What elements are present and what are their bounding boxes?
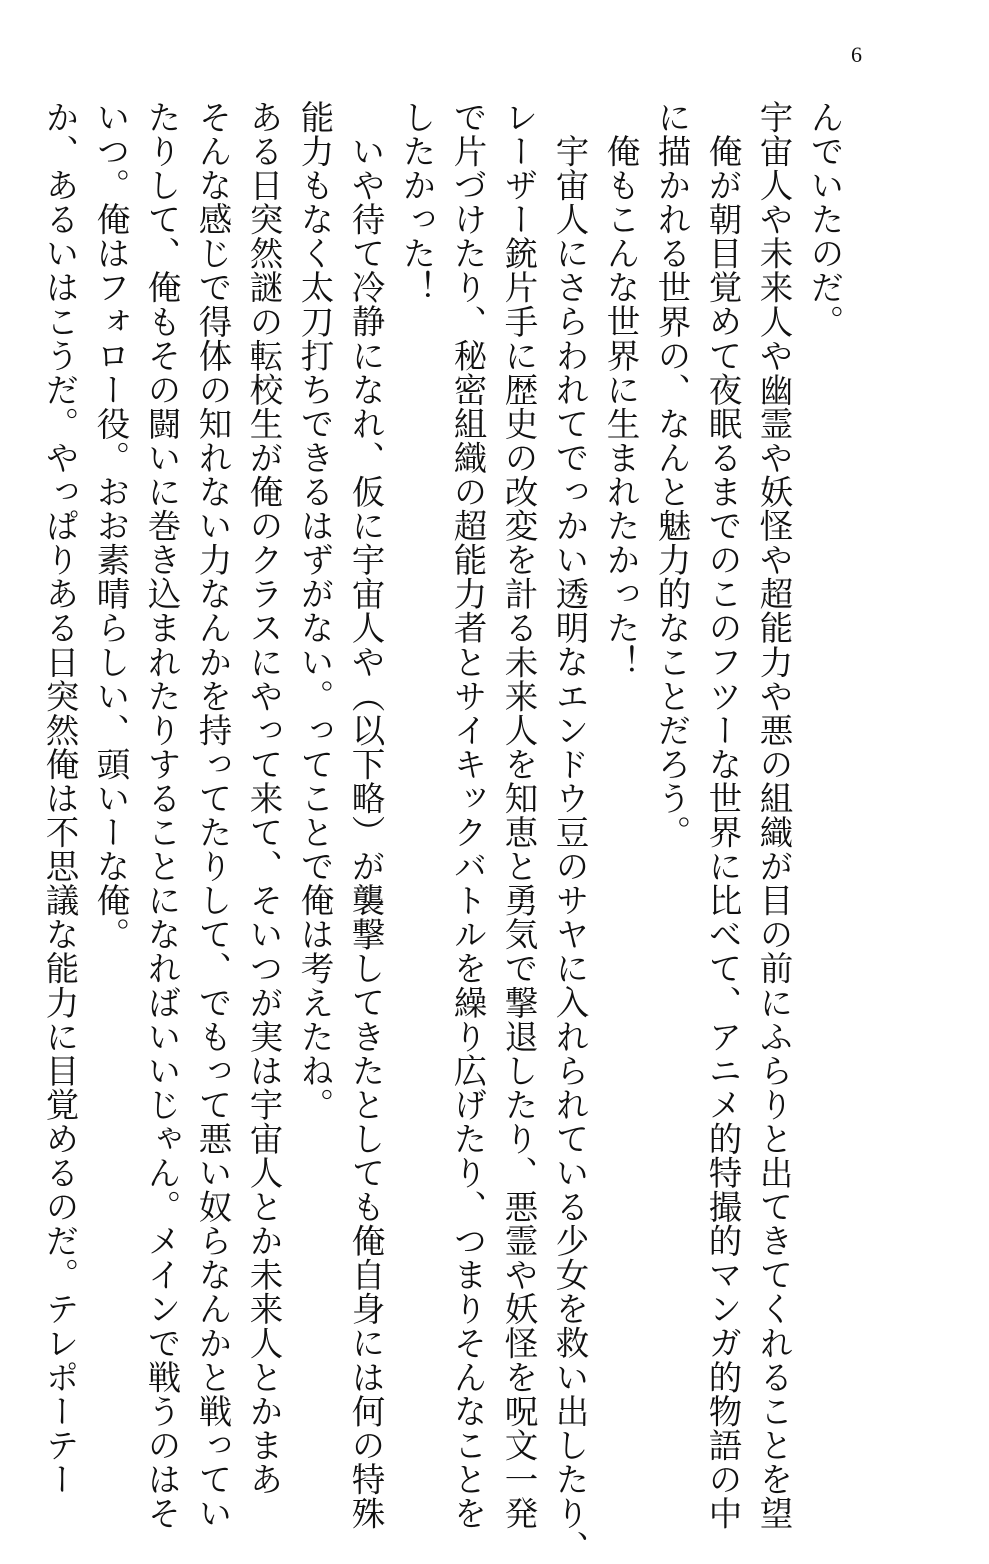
text-column: そんな感じで得体の知れない力なんかを持ってたりして、でもって悪い奴らなんかと戦ってい bbox=[193, 100, 232, 1531]
text-column: レーザー銃片手に歴史の改変を計る未来人を知恵と勇気で撃退したり、悪霊や妖怪を呪文一発 bbox=[499, 100, 538, 1531]
text-column: か、あるいはこうだ。やっぱりある日突然俺は不思議な能力に目覚めるのだ。テレポーテー bbox=[40, 100, 79, 1497]
text-column: んでいたのだ。 bbox=[805, 100, 844, 339]
text-column: したかった！ bbox=[397, 100, 436, 305]
text-column: 俺もこんな世界に生まれたかった！ bbox=[601, 133, 640, 679]
text-column: で片づけたり、秘密組織の超能力者とサイキックバトルを繰り広げたり、つまりそんなことを bbox=[448, 100, 487, 1531]
text-column: たりして、俺もその闘いに巻き込まれたりすることになればいいじゃん。メインで戦うのはそ bbox=[142, 100, 181, 1531]
page-number: 6 bbox=[851, 42, 862, 67]
text-column: 俺が朝目覚めて夜眠るまでのこのフツーな世界に比べて、アニメ的特撮的マンガ的物語の中 bbox=[703, 133, 742, 1530]
text-column: 宇宙人や未来人や幽霊や妖怪や超能力や悪の組織が目の前にふらりと出てきてくれることを望 bbox=[754, 100, 793, 1531]
text-column: 能力もなく太刀打ちできるはずがない。ってことで俺は考えたね。 bbox=[295, 100, 334, 1122]
text-column: に描かれる世界の、なんと魅力的なことだろう。 bbox=[652, 100, 691, 850]
vertical-text-body bbox=[40, 100, 850, 1564]
text-column: ある日突然謎の転校生が俺のクラスにやって来て、そいつが実は宇宙人とか未来人とかまあ bbox=[244, 100, 283, 1497]
text-column: いや待て冷静になれ、仮に宇宙人や（以下略）が襲撃してきたとしても俺自身には何の特殊 bbox=[346, 133, 385, 1530]
text-column: いつ。俺はフォロー役。おお素晴らしい、頭いーな俺。 bbox=[91, 100, 130, 952]
text-column: 宇宙人にさらわれてでっかい透明なエンドウ豆のサヤに入れられている少女を救い出したり、 bbox=[550, 133, 589, 1564]
